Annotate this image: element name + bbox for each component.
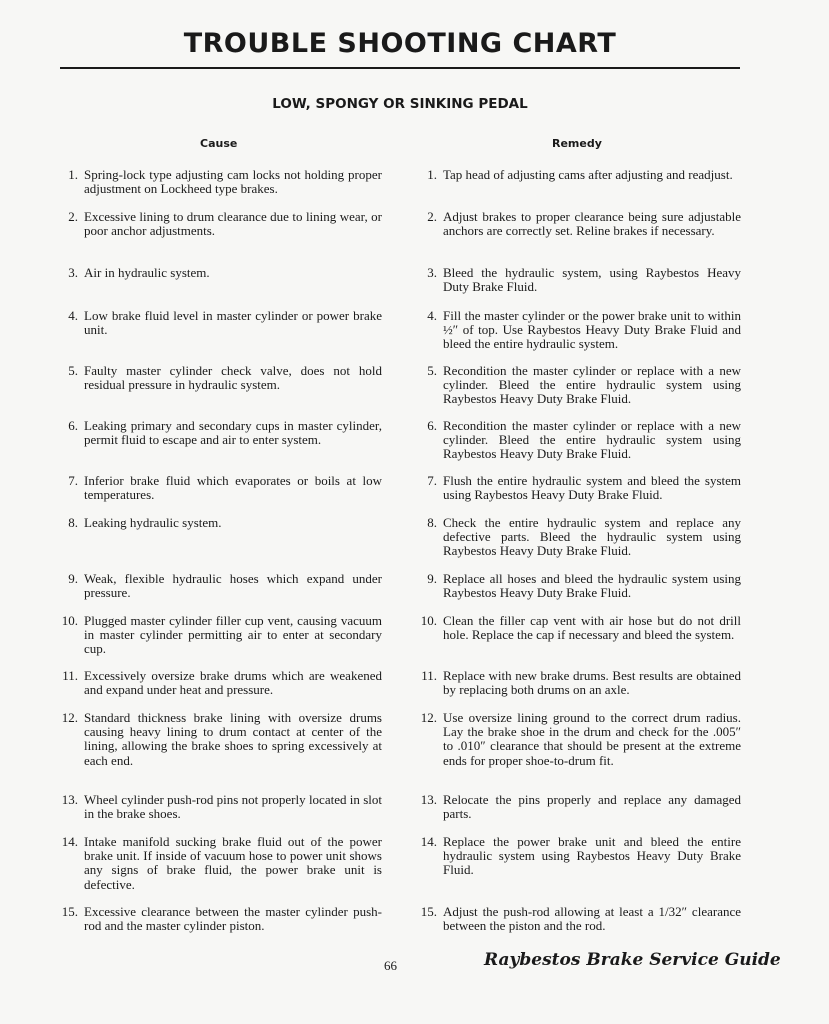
cause-text: Excessive clearance between the master cylinder push-rod and the master cylinder piston. [84, 904, 382, 934]
item-number: 10. [61, 613, 78, 628]
remedy-text: Fill the master cylinder or the power brake unit to within ½″ of top. Use Raybestos Heavy Duty Brake Fluid and bleed the entire hydraulic system. [443, 308, 741, 352]
item-number: 15. [420, 904, 437, 919]
item-number: 2. [427, 209, 437, 224]
remedy-item [427, 515, 741, 559]
item-number: 2. [68, 209, 78, 224]
title-rule [60, 67, 740, 69]
cause-text: Spring-lock type adjusting cam locks not holding proper adjustment on Lockheed type brakes. [84, 167, 382, 197]
item-number: 15. [61, 904, 78, 919]
page-number: 66 [384, 958, 397, 973]
item-number: 14. [61, 834, 78, 849]
remedy-text: Recondition the master cylinder or replace with a new cylinder. Bleed the entire hydraulic system using Raybestos Heavy Duty Brake Fluid. [443, 363, 741, 407]
cause-item [61, 904, 382, 934]
section-title: LOW, SPONGY OR SINKING PEDAL [272, 96, 528, 112]
remedy-text: Adjust brakes to proper clearance being sure adjustable anchors are correctly set. Reline brakes if necessary. [443, 209, 741, 239]
remedy-text: Replace with new brake drums. Best results are obtained by replacing both drums on an axle. [443, 668, 741, 698]
remedy-item [427, 308, 741, 352]
remedy-text: Bleed the hydraulic system, using Raybestos Heavy Duty Brake Fluid. [443, 265, 741, 295]
item-number: 6. [427, 418, 437, 433]
cause-text: Leaking primary and secondary cups in master cylinder, permit fluid to escape and air to enter system. [84, 418, 382, 448]
cause-item [68, 308, 382, 338]
remedy-item [420, 710, 741, 768]
cause-item [68, 418, 382, 448]
item-number: 14. [420, 834, 437, 849]
item-number: 5. [68, 363, 78, 378]
item-number: 5. [427, 363, 437, 378]
remedy-text: Check the entire hydraulic system and replace any defective parts. Bleed the hydraulic system using Raybestos Heavy Duty Brake Fluid. [443, 515, 741, 559]
cause-item [68, 515, 382, 530]
item-number: 11. [62, 668, 78, 683]
item-number: 10. [420, 613, 437, 628]
cause-text: Low brake fluid level in master cylinder or power brake unit. [84, 308, 382, 338]
item-number: 1. [427, 167, 437, 182]
item-number: 12. [61, 710, 78, 725]
item-number: 7. [68, 473, 78, 488]
cause-item [68, 473, 382, 503]
cause-text: Excessive lining to drum clearance due to lining wear, or poor anchor adjustments. [84, 209, 382, 239]
item-number: 11. [421, 668, 437, 683]
remedy-item [421, 668, 741, 698]
item-number: 9. [68, 571, 78, 586]
item-number: 8. [68, 515, 78, 530]
item-number: 13. [420, 792, 437, 807]
item-number: 3. [427, 265, 437, 280]
remedy-text: Use oversize lining ground to the correct drum radius. Lay the brake shoe in the drum and check for the .005″ to .010″ clearance that should be present at the extreme ends for proper shoe-to-drum fit. [443, 710, 741, 768]
item-number: 8. [427, 515, 437, 530]
cause-item [61, 792, 382, 822]
remedy-text: Relocate the pins properly and replace any damaged parts. [443, 792, 741, 822]
remedy-text: Flush the entire hydraulic system and bleed the system using Raybestos Heavy Duty Brake Fluid. [443, 473, 741, 503]
brand-footer: Raybestos Brake Service Guide [484, 950, 781, 970]
item-number: 1. [68, 167, 78, 182]
cause-item [68, 209, 382, 239]
cause-column-header: Cause [200, 137, 238, 150]
page-title: TROUBLE SHOOTING CHART [183, 28, 617, 59]
remedy-item [427, 473, 741, 503]
cause-text: Weak, flexible hydraulic hoses which expand under pressure. [84, 571, 382, 601]
cause-text: Air in hydraulic system. [84, 265, 210, 280]
item-number: 3. [68, 265, 78, 280]
remedy-column-header: Remedy [552, 137, 602, 150]
cause-text: Faulty master cylinder check valve, does not hold residual pressure in hydraulic system. [84, 363, 382, 393]
remedy-item [427, 209, 741, 239]
item-number: 4. [427, 308, 437, 323]
cause-item [61, 710, 382, 768]
cause-item [68, 265, 382, 280]
item-number: 9. [427, 571, 437, 586]
item-number: 6. [68, 418, 78, 433]
cause-text: Plugged master cylinder filler cup vent, causing vacuum in master cylinder permitting air to enter at secondary cup. [84, 613, 382, 657]
remedy-item [427, 265, 741, 295]
remedy-text: Tap head of adjusting cams after adjusting and readjust. [443, 167, 733, 182]
cause-text: Wheel cylinder push-rod pins not properly located in slot in the brake shoes. [84, 792, 382, 822]
remedy-item [420, 613, 741, 643]
cause-item [68, 363, 382, 393]
remedy-item [427, 571, 741, 601]
cause-item [68, 571, 382, 601]
remedy-text: Clean the filler cap vent with air hose but do not drill hole. Replace the cap if necessary and bleed the system. [443, 613, 741, 643]
remedy-item [427, 167, 741, 182]
remedy-item [427, 363, 741, 407]
cause-item [61, 613, 382, 657]
cause-text: Excessively oversize brake drums which are weakened and expand under heat and pressure. [84, 668, 382, 698]
cause-text: Inferior brake fluid which evaporates or boils at low temperatures. [84, 473, 382, 503]
item-number: 7. [427, 473, 437, 488]
cause-item [61, 834, 382, 892]
remedy-item [427, 418, 741, 462]
remedy-item [420, 792, 741, 822]
cause-text: Leaking hydraulic system. [84, 515, 222, 530]
remedy-text: Adjust the push-rod allowing at least a 1/32″ clearance between the piston and the rod. [443, 904, 741, 934]
item-number: 13. [61, 792, 78, 807]
cause-text: Intake manifold sucking brake fluid out of the power brake unit. If inside of vacuum hose to power unit shows any signs of brake fluid, the power brake unit is defective. [84, 834, 382, 892]
remedy-text: Recondition the master cylinder or replace with a new cylinder. Bleed the entire hydraulic system using Raybestos Heavy Duty Brake Fluid. [443, 418, 741, 462]
item-number: 4. [68, 308, 78, 323]
remedy-item [420, 904, 741, 934]
remedy-item [420, 834, 741, 878]
cause-text: Standard thickness brake lining with oversize drums causing heavy lining to drum contact at center of the lining, allowing the brake shoes to spring excessively at each end. [84, 710, 382, 768]
cause-item [62, 668, 382, 698]
remedy-text: Replace all hoses and bleed the hydraulic system using Raybestos Heavy Duty Brake Fluid. [443, 571, 741, 601]
cause-item [68, 167, 382, 197]
remedy-text: Replace the power brake unit and bleed the entire hydraulic system using Raybestos Heavy Duty Brake Fluid. [443, 834, 741, 878]
item-number: 12. [420, 710, 437, 725]
